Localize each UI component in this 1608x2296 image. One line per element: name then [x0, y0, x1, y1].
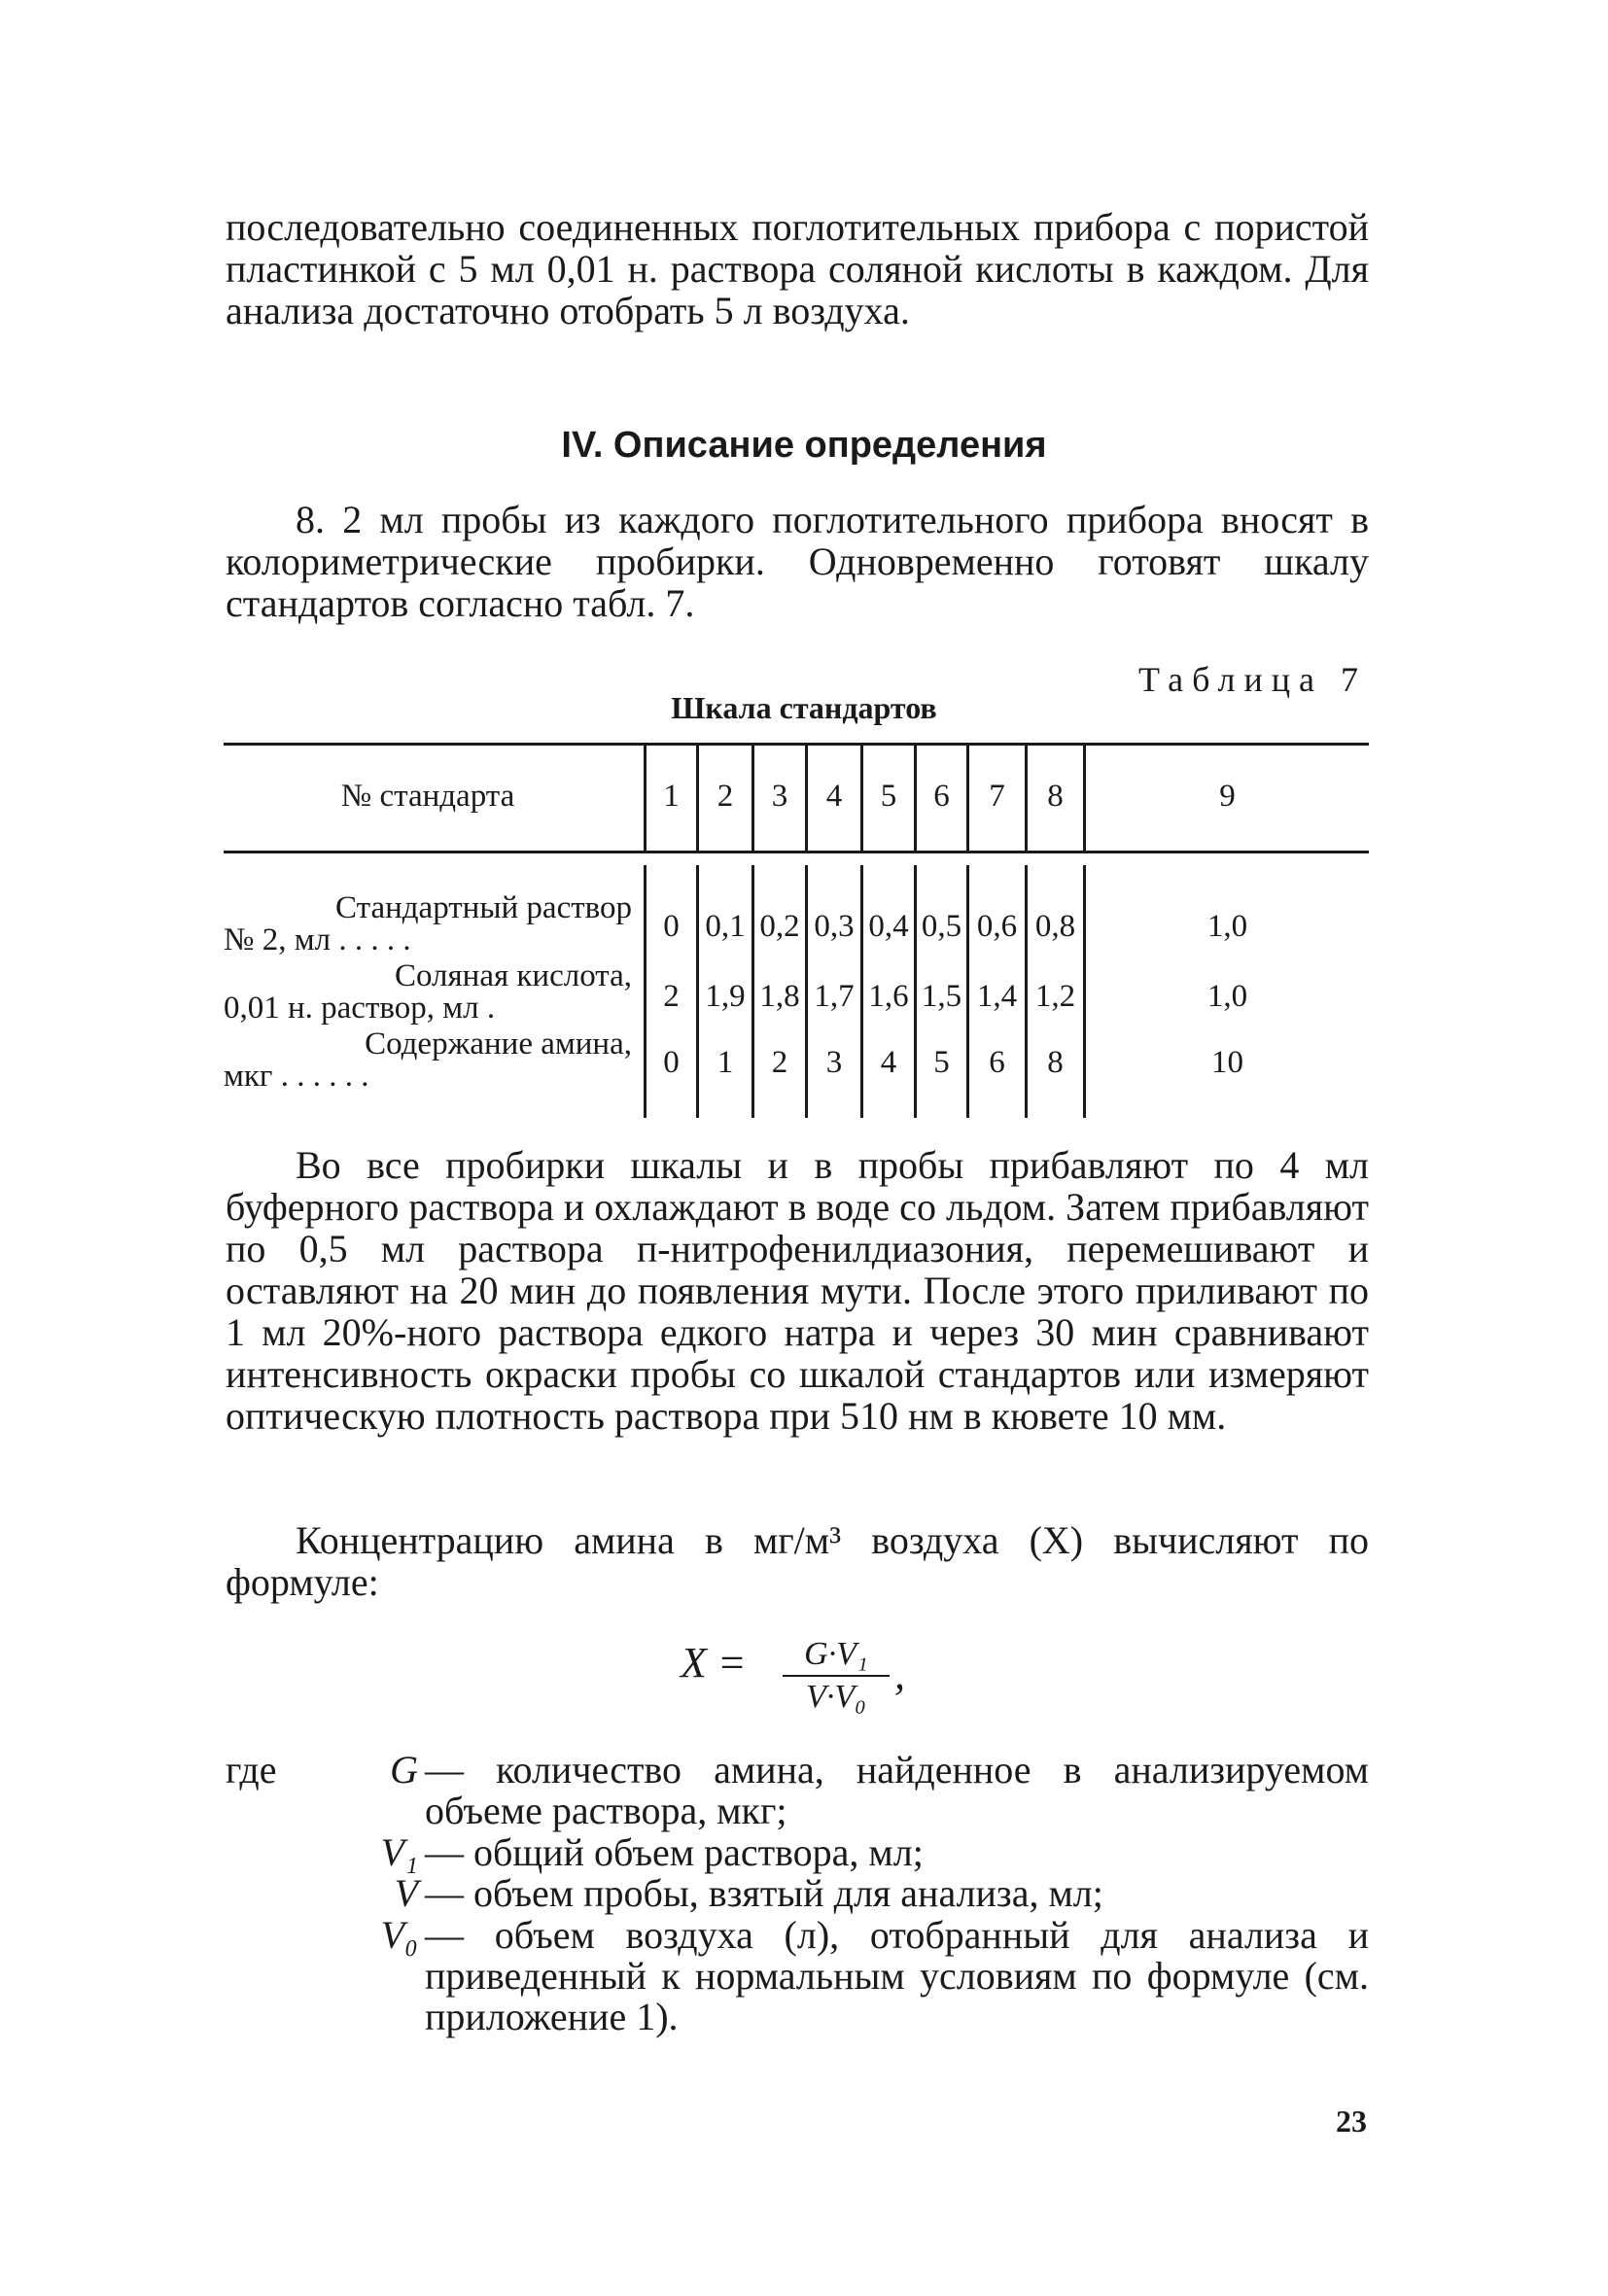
column-header: 5 — [880, 779, 897, 814]
legend-text: — количество амина, найденное в анализируемом объеме раствора, мкг; — [425, 1748, 1369, 1832]
table-cell: 0 — [663, 1045, 680, 1080]
table-cell: 0,8 — [1034, 909, 1076, 944]
table-number: Таблица 7 — [1138, 660, 1367, 699]
formula-tail: , — [894, 1651, 905, 1698]
column-header: 3 — [771, 779, 788, 814]
intro-paragraph: последовательно соединенных поглотительных прибора с пористой пластинкой с 5 мл 0,01 н. раствора соляной кислоты в каждом. Для анализа достаточно отобрать 5 л воздуха. — [226, 205, 1369, 332]
table-cell: 1,5 — [921, 979, 962, 1014]
table-cell: 0,1 — [705, 909, 746, 944]
table-cell: 0,4 — [868, 909, 909, 944]
table-cell: 1,4 — [976, 979, 1018, 1014]
table-cell: 0 — [663, 909, 680, 944]
row-label-line: № 2, мл . . . . . — [224, 922, 411, 957]
row-label-line: мкг . . . . . . — [224, 1059, 369, 1094]
row-label-amine-content — [224, 1028, 632, 1093]
concentration-paragraph — [226, 1519, 1369, 1603]
fraction-bar — [783, 1675, 890, 1677]
table-cell: 0,2 — [759, 909, 800, 944]
table-cell: 1,0 — [1206, 909, 1248, 944]
formula — [681, 1636, 905, 1715]
legend-symbol: G — [390, 1748, 418, 1792]
table-header-rule — [224, 851, 1369, 853]
table-top-rule — [224, 743, 1369, 746]
column-header: 1 — [663, 779, 680, 814]
legend-text: — объем воздуха (л), отобранный для анализа и приведенный к нормальным условиям по формуле (см. приложение 1). — [425, 1913, 1369, 2038]
table-cell: 6 — [989, 1045, 1005, 1080]
concentration-paragraph-text: Концентрацию амина в мг/м³ воздуха (X) вычисляют по формуле: — [226, 1518, 1369, 1604]
row-label-line: Стандартный раствор — [335, 890, 632, 925]
table-cell: 1,0 — [1206, 979, 1248, 1014]
table-cell: 2 — [771, 1045, 788, 1080]
legend-symbol: V₁ — [380, 1830, 418, 1874]
standards-table — [224, 743, 1369, 1118]
row-label-line: Содержание амина, — [365, 1026, 632, 1061]
column-header: 6 — [933, 779, 950, 814]
header-label: № стандарта — [340, 779, 515, 814]
paragraph-8-text: 8. 2 мл пробы из каждого поглотительного прибора вносят в колориметрические пробирки. Одновременно готовят шкалу стандартов согласно табл. 7. — [226, 498, 1369, 625]
legend-prefix: где — [226, 1748, 277, 1792]
procedure-paragraph — [226, 1144, 1369, 1437]
table-cell: 3 — [825, 1045, 843, 1080]
table-cell: 10 — [1211, 1045, 1243, 1080]
table-cell: 0,5 — [921, 909, 962, 944]
table-cell: 0,3 — [814, 909, 855, 944]
legend-text: — объем пробы, взятый для анализа, мл; — [425, 1871, 1103, 1915]
column-header: 4 — [825, 779, 843, 814]
procedure-paragraph-text: Во все пробирки шкалы и в пробы прибавляют по 4 мл буферного раствора и охлаждают в воде со льдом. Затем прибавляют по 0,5 мл раствора п-нитрофенилдиазония, перемешивают и оставляют на 20 мин до появления мути. После этого приливают по 1 мл 20%-ного раствора едкого натра и через 30 мин сравнивают интенсивность окраски пробы со шкалой стандартов или измеряют оптическую плотность раствора при 510 нм в кювете 10 мм. — [226, 1143, 1369, 1438]
formula-denominator: V·V₀ — [806, 1679, 866, 1715]
legend-symbol: V — [394, 1871, 418, 1915]
table-cell: 1,6 — [868, 979, 909, 1014]
page-number: 23 — [1336, 2104, 1367, 2139]
paragraph-8 — [226, 499, 1369, 624]
table-cell: 0,6 — [976, 909, 1018, 944]
table-cell: 1,2 — [1034, 979, 1076, 1014]
table-cell: 1,9 — [705, 979, 746, 1014]
legend-text: — общий объем раствора, мл; — [425, 1830, 924, 1874]
table-cell: 8 — [1047, 1045, 1064, 1080]
column-header: 7 — [989, 779, 1005, 814]
row-label-hydrochloric-acid — [224, 960, 632, 1025]
table-cell: 4 — [880, 1045, 897, 1080]
column-header: 2 — [717, 779, 734, 814]
formula-fraction — [783, 1636, 890, 1716]
row-label-line: Соляная кислота, — [394, 958, 632, 993]
table-cell: 1 — [717, 1045, 734, 1080]
table-cell: 2 — [663, 979, 680, 1014]
table-cell: 1,8 — [759, 979, 800, 1014]
row-label-line: 0,01 н. раствор, мл . — [224, 991, 496, 1026]
column-header: 9 — [1219, 779, 1236, 814]
section-heading: IV. Описание определения — [561, 425, 1047, 466]
row-label-standard-solution — [224, 892, 632, 957]
table-title: Шкала стандартов — [671, 690, 937, 725]
column-header: 8 — [1047, 779, 1064, 814]
legend-symbol: V₀ — [380, 1913, 418, 1957]
formula-numerator: G·V₁ — [804, 1636, 868, 1672]
table-cell: 1,7 — [814, 979, 855, 1014]
table-cell: 5 — [933, 1045, 950, 1080]
formula-lhs: X = — [681, 1639, 747, 1687]
